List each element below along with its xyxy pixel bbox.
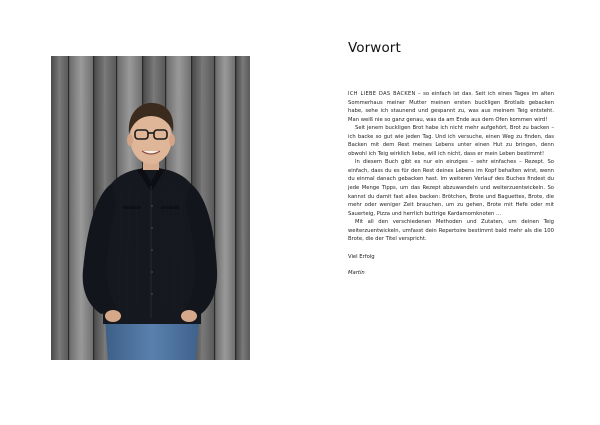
paragraph-1 (348, 90, 554, 124)
portrait-photo (51, 56, 250, 360)
foreword-text-page (348, 40, 554, 278)
lead-in: ICH LIEBE DAS BACKEN (348, 91, 416, 97)
paragraph-2: Seit jenem buckligen Brot habe ich nicht mehr aufgehört, Brot zu backen – ich backe so gut wie jeden Tag. Und ich versuche, einen Weg zu finden, das Backen mit dem Rest meines Lebens unter einen Hut zu bringen, denn obwohl ich Teig wirklich liebe, will ich nicht, dass er mein Leben bestimmt! (348, 125, 554, 157)
closing-greeting: Viel Erfolg (348, 253, 375, 260)
paragraph-3: In diesem Buch gibt es nur ein einziges – sehr einfaches – Rezept. So einfach, dass du es für den Rest deines Lebens im Kopf behalten wirst, wenn du einmal danach gebacken hast. Im weiteren Verlauf des Buches findest du jede Menge Tipps, um das Rezept abzuwandeln und weiterzuentwickeln. So kannst du damit fast alles backen: Brötchen, Brote und Baguettes, Brote, die mehr oder weniger Zeit brauchen, um zu gehen, Brote mit Hefe oder mit Sauerteig, Pizza und herrlich buttrige Kardamomknoten … (348, 159, 554, 217)
paragraph-4: Mit all den verschiedenen Methoden und Zutaten, um deinen Teig weiterzuentwickeln, umfasst dein Repertoire bestimmt bald mehr als die 100 Brote, die der Titel verspricht. (348, 219, 554, 243)
author-signature: Martin (348, 270, 365, 277)
paragraph-1-text: – so einfach ist das. Seit ich eines Tages im alten Sommerhaus meiner Mutter meinen ersten buckligen Brotlaib gebacken habe, sehe ich staunend und gespannt zu, was aus meinem Teig entsteht. Man weiß nie so ganz genau, was da am Ende aus dem Ofen kommen wird! (348, 91, 554, 123)
page-title: Vorwort (348, 40, 401, 56)
